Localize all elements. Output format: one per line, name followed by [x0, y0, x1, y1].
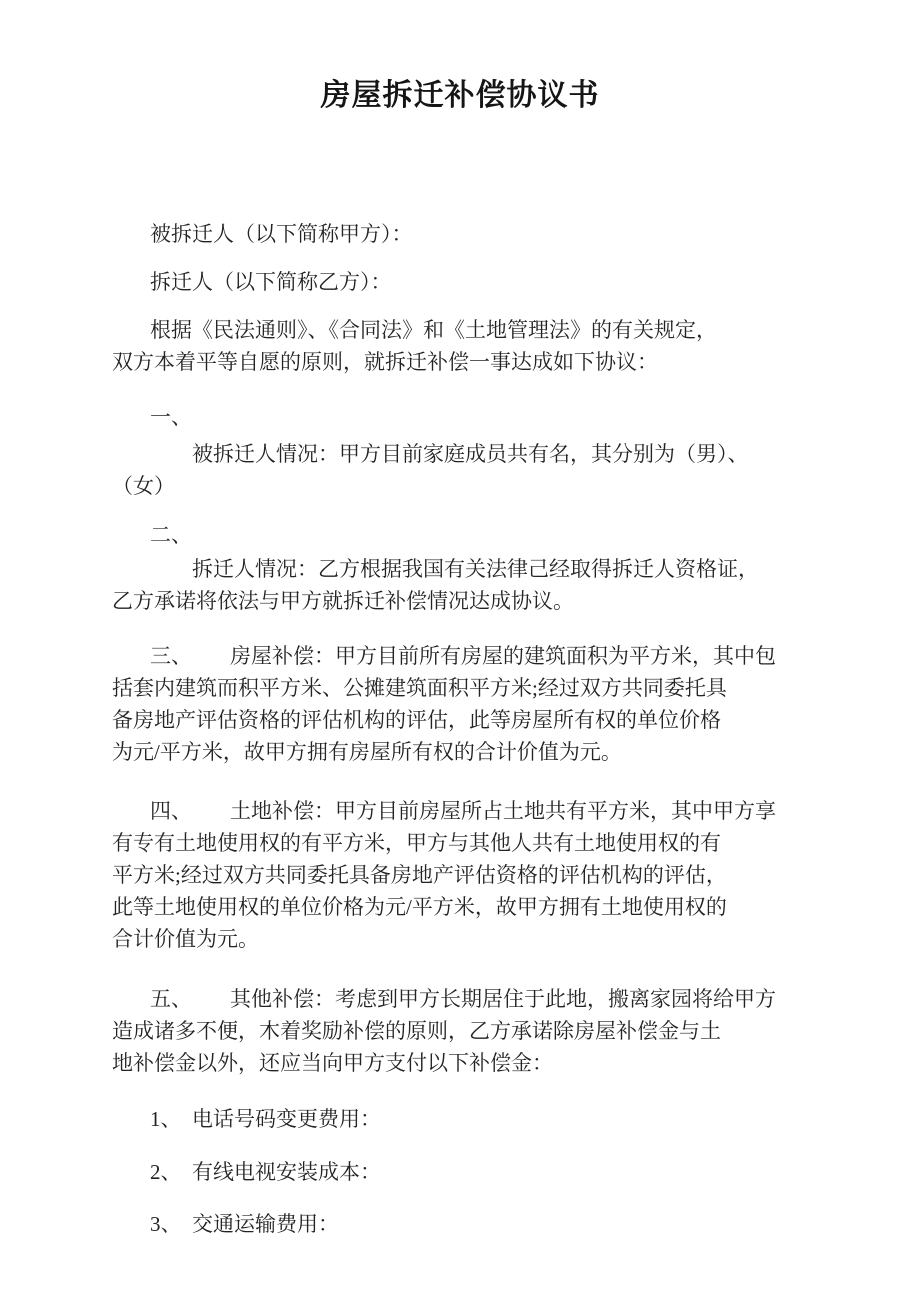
section-5-line-3: 地补偿金以外，还应当向甲方支付以下补偿金：	[112, 1051, 553, 1075]
party-a-line: 被拆迁人（以下简称甲方）：	[150, 222, 413, 246]
section-2-paragraph	[0, 553, 920, 617]
section-3-line-1	[0, 640, 920, 672]
section-5-number: 五、	[150, 987, 192, 1011]
section-5-paragraph	[0, 983, 920, 1079]
section-3-line-2: 括套内建筑而积平方米、公摊建筑面积平方米;经过双方共同委托具	[112, 676, 727, 700]
party-b-line: 拆迁人（以下简称乙方）：	[150, 270, 392, 294]
section-4-paragraph	[0, 795, 920, 955]
section-2-number: 二、	[150, 523, 192, 547]
section-4-number: 四、	[150, 799, 192, 823]
item-1-line	[0, 1103, 920, 1135]
section-2-line-2: 乙方承诺将依法与甲方就拆迁补偿情况达成协议。	[112, 589, 574, 613]
party-b-paragraph	[0, 266, 920, 298]
party-a-paragraph	[0, 218, 920, 250]
section-3-text-1: 房屋补偿：甲方目前所有房屋的建筑面积为平方米，其中包	[230, 644, 776, 668]
section-1-paragraph	[0, 438, 920, 502]
section-3-line-3: 备房地产评估资格的评估机构的评估，此等房屋所有权的单位价格	[112, 708, 721, 732]
section-5-text-1: 其他补偿：考虑到甲方长期居住于此地，搬离家园将给甲方	[230, 987, 776, 1011]
section-4-line-2: 有专有土地使用权的有平方米，甲方与其他人共有土地使用权的有	[112, 831, 721, 855]
section-4-line-3: 平方米;经过双方共同委托具备房地产评估资格的评估机构的评估，	[112, 863, 727, 887]
preamble-line-1: 根据《民法通则》、《合同法》和《土地管理法》的有关规定，	[150, 318, 717, 342]
section-4-line-5: 合计价值为元。	[112, 927, 259, 951]
section-1-number-line	[0, 401, 920, 433]
compensation-item-1	[0, 1103, 920, 1135]
section-3-paragraph	[0, 640, 920, 768]
item-2-number: 2、	[150, 1160, 182, 1184]
section-1-line-1: 被拆迁人情况：甲方目前家庭成员共有名，其分别为（男）、	[192, 442, 749, 466]
item-2-line	[0, 1156, 920, 1188]
item-1-number: 1、	[150, 1107, 182, 1131]
section-5-line-2: 造成诸多不便，木着奖励补偿的原则，乙方承诺除房屋补偿金与土	[112, 1019, 721, 1043]
document-title: 房屋拆迁补偿协议书	[320, 79, 600, 112]
section-2-line-1: 拆迁人情况：乙方根据我国有关法律己经取得拆迁人资格证，	[192, 557, 759, 581]
item-3-number: 3、	[150, 1212, 182, 1236]
section-3-line-4: 为元/平方米，故甲方拥有房屋所有权的合计价值为元。	[112, 740, 622, 764]
item-3-line	[0, 1208, 920, 1240]
item-1-text: 电话号码变更费用：	[192, 1107, 381, 1131]
section-4-line-1	[0, 795, 920, 827]
section-1-line-2: （女）	[112, 474, 175, 498]
section-4-text-1: 土地补偿：甲方目前房屋所占土地共有平方米，其中甲方享	[230, 799, 776, 823]
section-3-number: 三、	[150, 644, 192, 668]
section-5-line-1	[0, 983, 920, 1015]
compensation-item-3	[0, 1208, 920, 1240]
preamble-paragraph	[0, 314, 920, 378]
section-1-number: 一、	[150, 405, 192, 429]
section-4-line-4: 此等土地使用权的单位价格为元/平方米，故甲方拥有土地使用权的	[112, 895, 727, 919]
compensation-item-2	[0, 1156, 920, 1188]
item-2-text: 有线电视安装成本：	[192, 1160, 381, 1184]
preamble-line-2: 双方本着平等自愿的原则，就拆迁补偿一事达成如下协议：	[112, 350, 658, 374]
item-3-text: 交通运输费用：	[192, 1212, 339, 1236]
section-2-number-line	[0, 519, 920, 551]
